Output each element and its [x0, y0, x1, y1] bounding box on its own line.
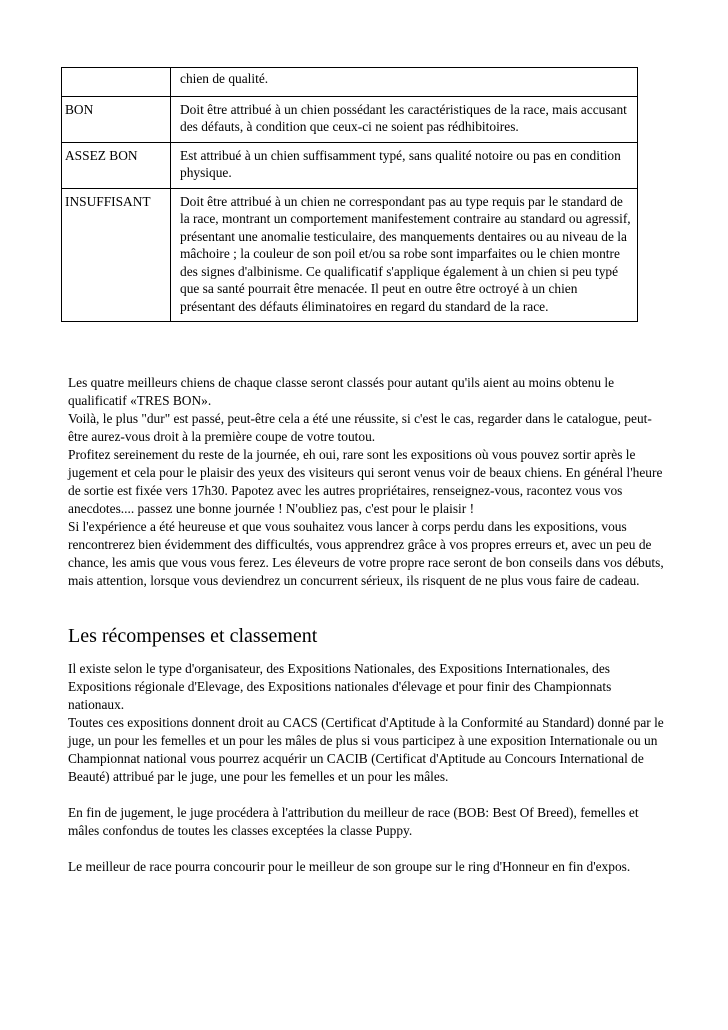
- paragraph: En fin de jugement, le juge procédera à l'attribution du meilleur de race (BOB: Best Of Breed), femelles et mâles confondus de toutes les classes exceptées la classe Puppy.: [68, 805, 639, 838]
- grade-cell: BON: [62, 96, 171, 142]
- table-row: [62, 142, 638, 188]
- paragraph-spacer: [68, 840, 668, 858]
- grade-description: chien de qualité.: [171, 68, 638, 97]
- body-text-block: [68, 374, 668, 590]
- table-row: [62, 68, 638, 97]
- grade-cell: [62, 68, 171, 97]
- grades-table: [61, 67, 638, 322]
- paragraph: Si l'expérience a été heureuse et que vous souhaitez vous lancer à corps perdu dans les expositions, vous rencontrerez bien évidemment des difficultés, vous apprendrez grâce à vos propres erreurs et, avec un peu de chance, les amis que vous vous ferez. Les éleveurs de votre propre race seront de bon conseils dans vos débuts, mais attention, lorsque vous deviendrez un concurrent sérieux, ils risquent de ne plus vous faire de cadeau.: [68, 519, 664, 588]
- body-text-block: [68, 660, 668, 876]
- table-row: [62, 96, 638, 142]
- grade-cell: ASSEZ BON: [62, 142, 171, 188]
- paragraph: Toutes ces expositions donnent droit au CACS (Certificat d'Aptitude à la Conformité au Standard) donné par le juge, un pour les femelles et un pour les mâles de plus si vous participez à une exposition Internationale ou un Championnat national vous pourrez acquérir un CACIB (Certificat d'Aptitude au Concours International de Beauté) attribué par le juge, une pour les femelles et un pour les mâles.: [68, 715, 664, 784]
- grade-description: Doit être attribué à un chien possédant les caractéristiques de la race, mais accusant des défauts, à condition que ceux-ci ne soient pas rédhibitoires.: [171, 96, 638, 142]
- paragraph: Il existe selon le type d'organisateur, des Expositions Nationales, des Expositions Internationales, des Expositions régionale d'Elevage, des Expositions nationales d'élevage et pour finir des Championnats nationaux.: [68, 661, 612, 712]
- grade-description: Est attribué à un chien suffisamment typé, sans qualité notoire ou pas en condition physique.: [171, 142, 638, 188]
- grade-cell: INSUFFISANT: [62, 188, 171, 322]
- table-row: [62, 188, 638, 322]
- paragraph: Les quatre meilleurs chiens de chaque classe seront classés pour autant qu'ils aient au moins obtenu le qualificatif «TRES BON».: [68, 375, 615, 408]
- paragraph-spacer: [68, 786, 668, 804]
- grade-description: Doit être attribué à un chien ne correspondant pas au type requis par le standard de la race, montrant un comportement manifestement contraire au standard ou agressif, présentant une anomalie testiculaire, des manquements dentaires ou au niveau de la mâchoire ; la couleur de son poil et/ou sa robe sont imparfaites ou le chien montre des signes d'albinisme. Ce qualificatif s'applique également à un chien si peu typé que sa santé pourrait être menacée. Il peut en outre être octroyé à un chien présentant des défauts éliminatoires en regard du standard de la race.: [171, 188, 638, 322]
- section-heading: Les récompenses et classement: [68, 625, 318, 647]
- paragraph: Voilà, le plus "dur" est passé, peut-être cela a été une réussite, si c'est le cas, regarder dans le catalogue, peut-être aurez-vous droit à la première coupe de votre toutou.: [68, 411, 652, 444]
- paragraph: Profitez sereinement du reste de la journée, eh oui, rare sont les expositions où vous pouvez sortir après le jugement et cela pour le plaisir des yeux des visiteurs qui seront venus voir de beaux chiens. En général l'heure de sortie est fixée vers 17h30. Papotez avec les autres propriétaires, renseignez-vous, racontez vous vos anecdotes.... passez une bonne journée ! N'oubliez pas, c'est pour le plaisir !: [68, 447, 663, 516]
- paragraph: Le meilleur de race pourra concourir pour le meilleur de son groupe sur le ring d'Honneur en fin d'expos.: [68, 859, 631, 874]
